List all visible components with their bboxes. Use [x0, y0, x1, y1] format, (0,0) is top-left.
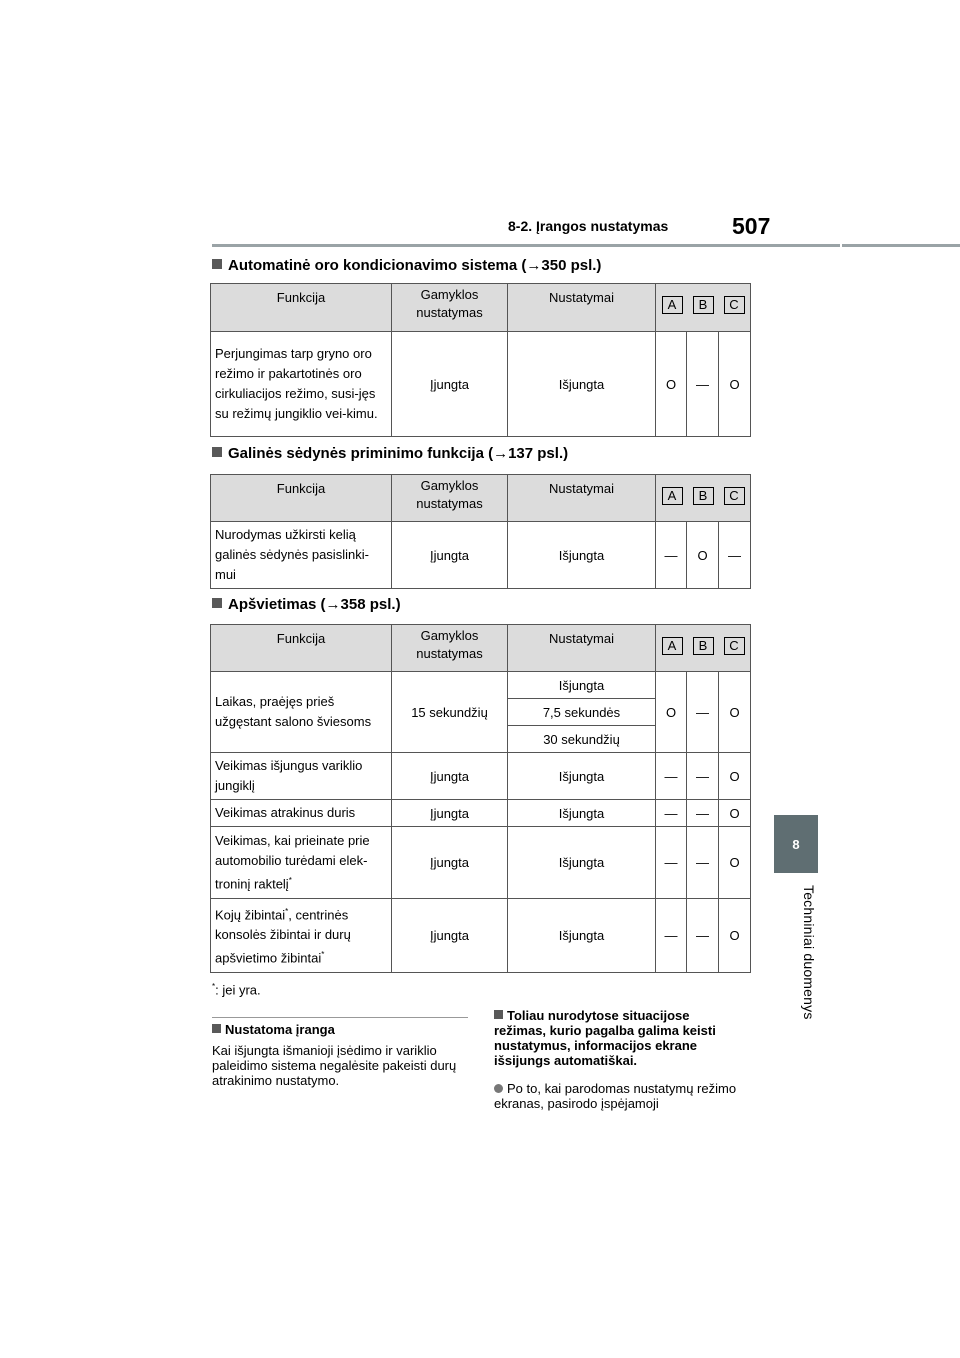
row-default: Įjungta	[392, 332, 508, 437]
col-b-label: B	[693, 637, 714, 655]
row-c: O	[719, 753, 751, 800]
row-function: Perjungimas tarp gryno oro režimo ir pakartotinės oro cirkuliacijos režimo, susi-jęs su režimų jungiklio vei-kimu.	[211, 332, 392, 437]
right-note-title: Toliau nurodytose situacijose režimas, kurio pagalba galima keisti nustatymus, informacijos ekrane išsijungs automatiškai.	[494, 1008, 716, 1068]
table-row	[211, 753, 751, 800]
col-header-abc	[656, 284, 751, 332]
row-default: Įjungta	[392, 899, 508, 973]
col-a-label: A	[662, 637, 683, 655]
row-b: —	[687, 800, 719, 827]
col-a-label: A	[662, 296, 683, 314]
row-function: Laikas, praėjęs prieš užgęstant salono šviesoms	[211, 672, 392, 753]
row-default: Įjungta	[392, 827, 508, 899]
row-a: —	[656, 753, 687, 800]
row-b: —	[687, 899, 719, 973]
row-c: O	[719, 332, 751, 437]
row-function: Nurodymas užkirsti kelią galinės sėdynės pasislinki-mui	[211, 522, 392, 589]
note-text: Kai išjungta išmanioji įsėdimo ir variklio paleidimo sistema negalėsite pakeisti durų atrakinimo nustatymo.	[212, 1043, 457, 1088]
col-header-function: Funkcija	[211, 625, 392, 672]
square-bullet-icon	[494, 1010, 503, 1019]
row-function: Veikimas išjungus variklio jungiklį	[211, 753, 392, 800]
col-header-settings: Nustatymai	[508, 625, 656, 672]
table-row	[211, 672, 751, 699]
col-header-settings: Nustatymai	[508, 475, 656, 522]
row-c: O	[719, 827, 751, 899]
table-row	[211, 800, 751, 827]
row-setting: Išjungta	[508, 899, 656, 973]
header-rule	[212, 244, 840, 247]
row-default: Įjungta	[392, 522, 508, 589]
table-row	[211, 827, 751, 899]
square-bullet-icon	[212, 598, 222, 608]
table-row	[211, 899, 751, 973]
row-a: —	[656, 899, 687, 973]
footnote: *: jei yra.	[212, 982, 261, 998]
col-c-label: C	[724, 487, 745, 505]
section-title-air-conditioning: Automatinė oro kondicionavimo sistema (→350 psl.)	[212, 257, 601, 274]
row-a: —	[656, 827, 687, 899]
row-setting: Išjungta	[508, 800, 656, 827]
row-setting: Išjungta	[508, 522, 656, 589]
col-header-default: Gamyklos nustatymas	[392, 625, 508, 672]
col-b-label: B	[693, 487, 714, 505]
round-bullet-icon	[494, 1084, 503, 1093]
col-c-label: C	[724, 296, 745, 314]
table-rear-seat-reminder	[210, 474, 751, 589]
row-b: —	[687, 753, 719, 800]
row-b: —	[687, 332, 719, 437]
chapter-label: Techniniai duomenys	[801, 885, 817, 1020]
table-row	[211, 332, 751, 437]
row-a: —	[656, 800, 687, 827]
col-header-settings: Nustatymai	[508, 284, 656, 332]
row-setting: Išjungta	[508, 827, 656, 899]
header-rule-right	[842, 244, 960, 247]
row-default: Įjungta	[392, 800, 508, 827]
table-air-conditioning	[210, 283, 751, 437]
row-function: Veikimas, kai prieinate prie automobilio turėdami elek-troninį raktelį*	[211, 827, 392, 899]
square-bullet-icon	[212, 447, 222, 457]
row-b: O	[687, 522, 719, 589]
row-default: Įjungta	[392, 753, 508, 800]
col-a-label: A	[662, 487, 683, 505]
row-a: O	[656, 332, 687, 437]
row-a: O	[656, 672, 687, 753]
square-bullet-icon	[212, 259, 222, 269]
row-setting-option: Išjungta	[508, 672, 656, 699]
page-number: 507	[732, 213, 771, 239]
note-title: Nustatoma įranga	[212, 1022, 335, 1037]
table-lighting	[210, 624, 751, 973]
row-a: —	[656, 522, 687, 589]
col-header-default: Gamyklos nustatymas	[392, 475, 508, 522]
row-c: O	[719, 899, 751, 973]
row-b: —	[687, 672, 719, 753]
section-title-rear-seat-reminder: Galinės sėdynės priminimo funkcija (→137 psl.)	[212, 445, 568, 462]
col-header-default: Gamyklos nustatymas	[392, 284, 508, 332]
row-function: Kojų žibintai*, centrinės konsolės žibintai ir durų apšvietimo žibintai*	[211, 899, 392, 973]
row-setting-option: 30 sekundžių	[508, 726, 656, 753]
chapter-tab: 8	[774, 815, 818, 873]
row-function: Veikimas atrakinus duris	[211, 800, 392, 827]
row-c: O	[719, 672, 751, 753]
section-title-lighting: Apšvietimas (→358 psl.)	[212, 596, 401, 613]
note-divider	[212, 1017, 468, 1018]
row-b: —	[687, 827, 719, 899]
row-c: O	[719, 800, 751, 827]
row-setting-option: 7,5 sekundės	[508, 699, 656, 726]
square-bullet-icon	[212, 1024, 221, 1033]
table-row	[211, 522, 751, 589]
col-c-label: C	[724, 637, 745, 655]
row-setting: Išjungta	[508, 332, 656, 437]
section-header: 8-2. Įrangos nustatymas	[508, 218, 669, 234]
col-b-label: B	[693, 296, 714, 314]
col-header-abc	[656, 625, 751, 672]
row-default: 15 sekundžių	[392, 672, 508, 753]
col-header-function: Funkcija	[211, 475, 392, 522]
col-header-function: Funkcija	[211, 284, 392, 332]
row-c: —	[719, 522, 751, 589]
right-note-bullet: Po to, kai parodomas nustatymų režimo ekranas, pasirodo įspėjamoji	[494, 1081, 737, 1111]
row-setting: Išjungta	[508, 753, 656, 800]
col-header-abc	[656, 475, 751, 522]
